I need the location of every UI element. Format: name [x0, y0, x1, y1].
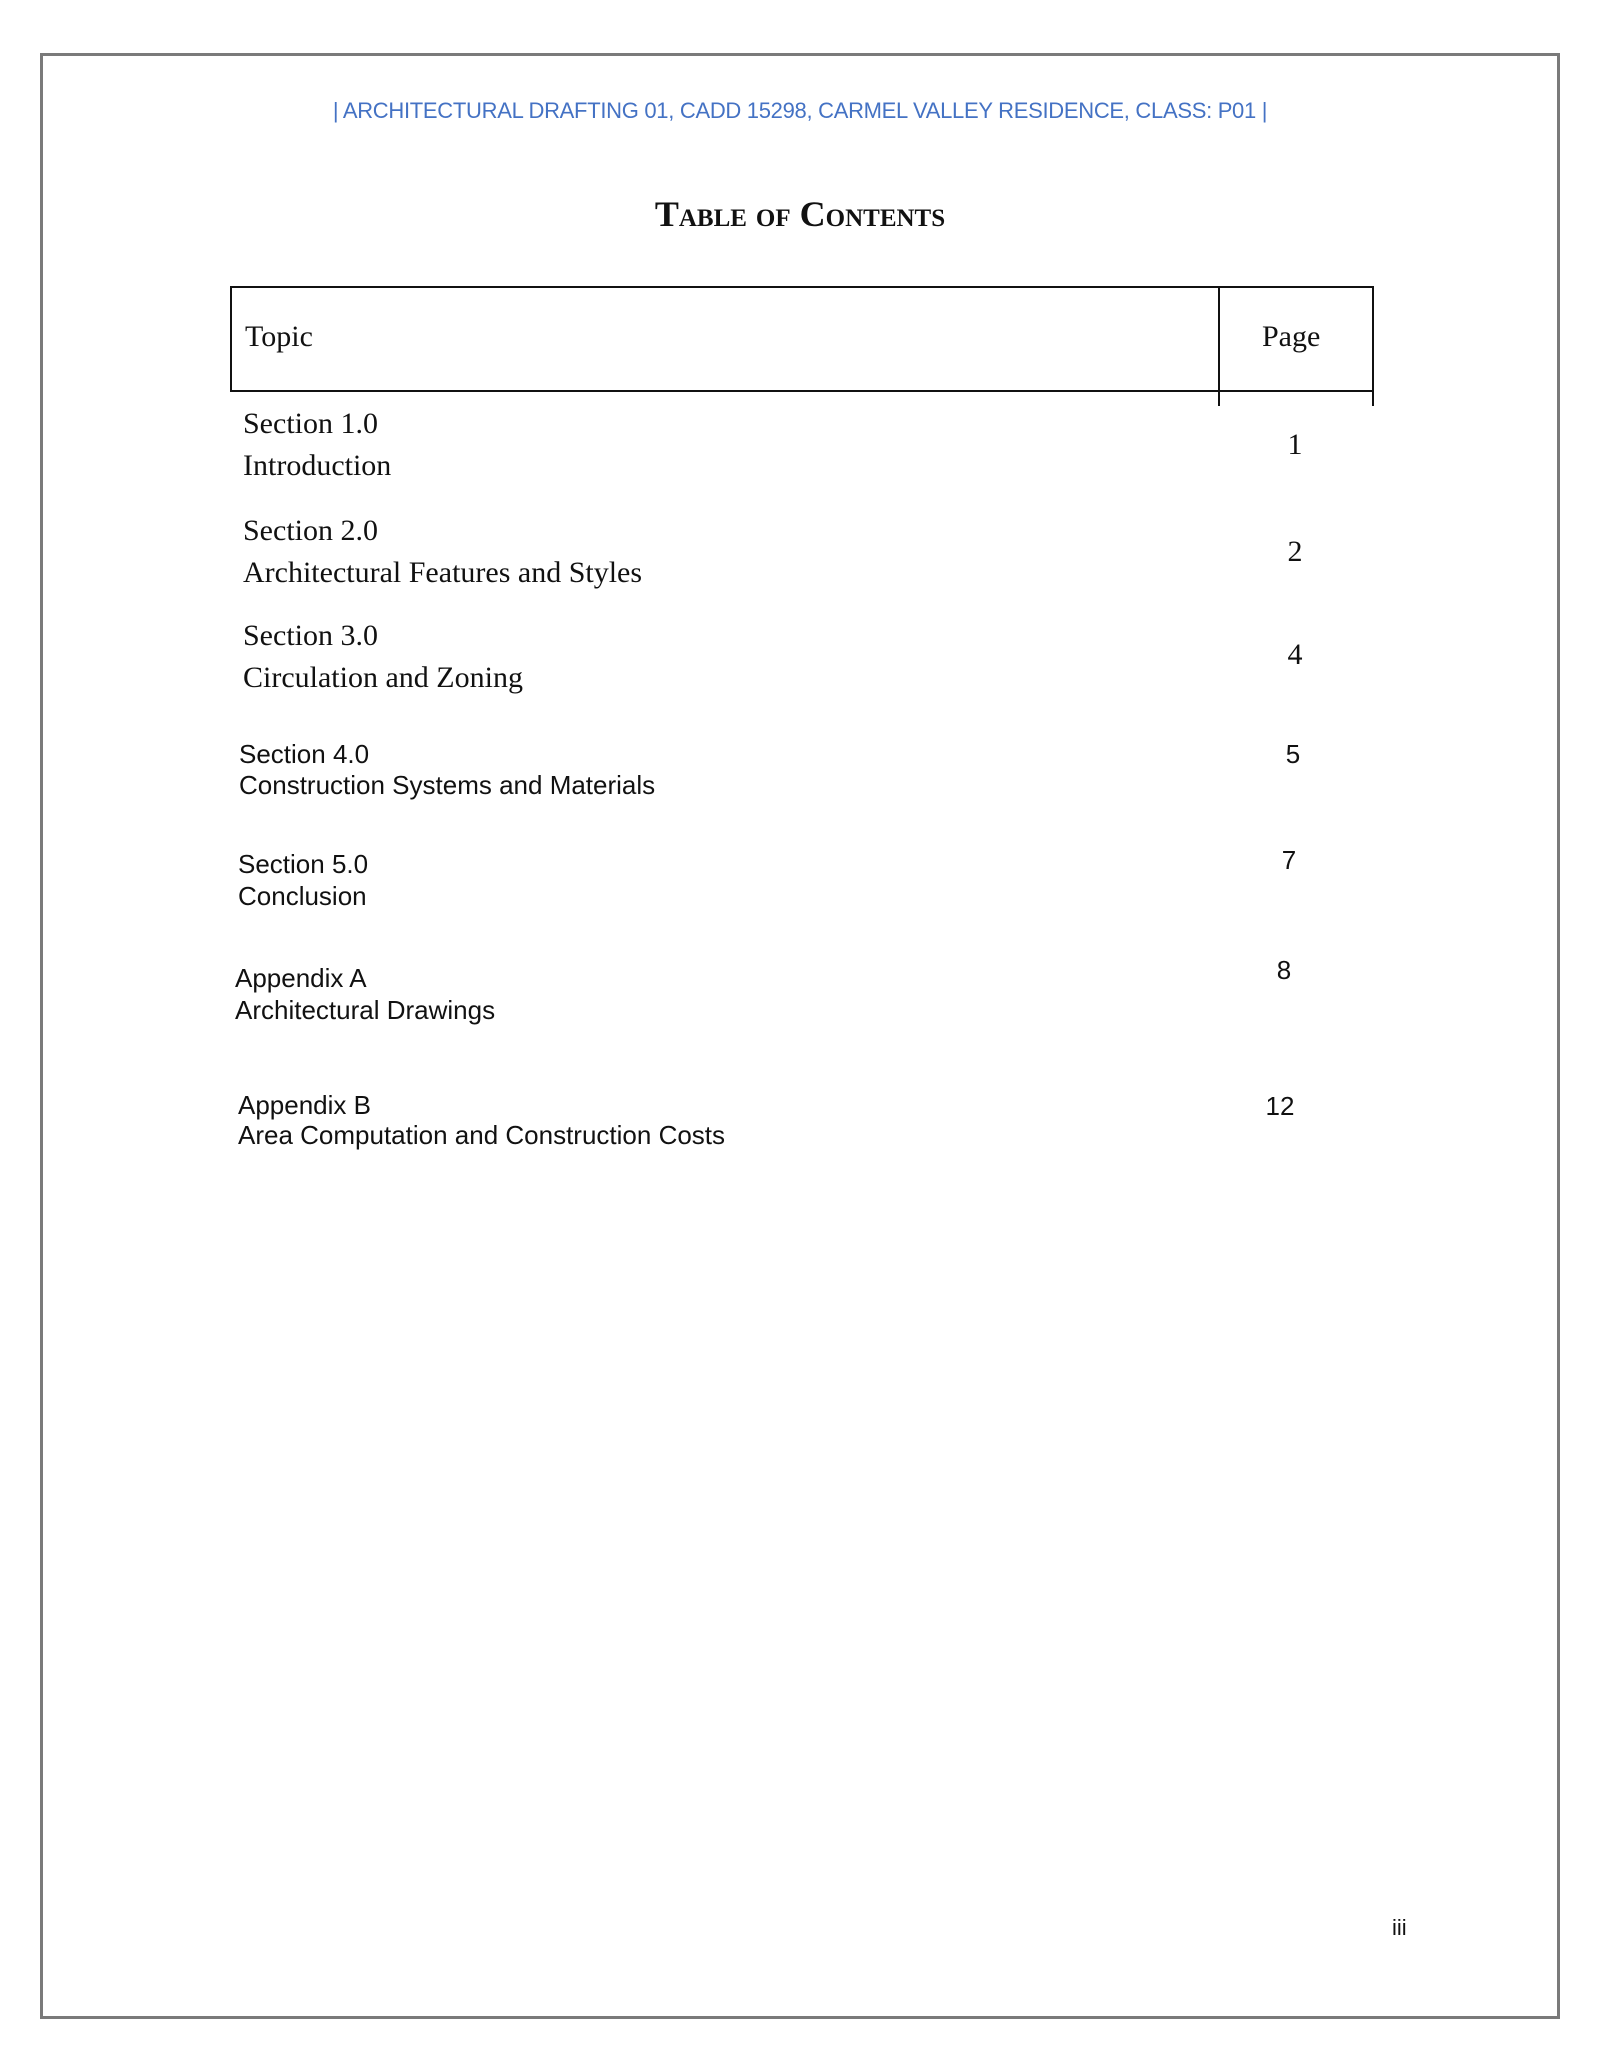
- toc-section-label: Section 2.0: [243, 514, 378, 547]
- document-header: | ARCHITECTURAL DRAFTING 01, CADD 15298, CARMEL VALLEY RESIDENCE, CLASS: P01 |: [332, 98, 1268, 123]
- toc-section-label: Section 4.0: [239, 739, 370, 769]
- toc-section-label: Appendix B: [238, 1090, 371, 1120]
- toc-entry-title[interactable]: Architectural Drawings: [235, 995, 496, 1025]
- toc-page-number: 12: [1265, 1091, 1295, 1121]
- toc-page-number: 2: [1287, 535, 1303, 568]
- toc-entry-title[interactable]: Architectural Features and Styles: [243, 556, 643, 589]
- page-number: iii: [1392, 1915, 1407, 1940]
- toc-page-number: 7: [1281, 845, 1297, 875]
- table-right-border: [1372, 286, 1374, 406]
- toc-section-label: Appendix A: [235, 963, 367, 993]
- toc-page-number: 4: [1287, 638, 1303, 671]
- toc-section-label: Section 3.0: [243, 619, 378, 652]
- table-column-divider: [1218, 286, 1220, 406]
- table-top-border: [230, 286, 1374, 288]
- toc-section-label: Section 1.0: [243, 407, 378, 440]
- column-header-topic: Topic: [245, 320, 313, 353]
- toc-page-number: 1: [1287, 428, 1303, 461]
- toc-entry-title[interactable]: Introduction: [243, 449, 392, 482]
- page-title: Table of Contents: [654, 194, 946, 234]
- toc-page-number: 5: [1285, 739, 1301, 769]
- table-left-border: [230, 286, 232, 392]
- toc-entry-title[interactable]: Circulation and Zoning: [243, 661, 523, 694]
- toc-entry-title[interactable]: Construction Systems and Materials: [239, 770, 656, 800]
- column-header-page: Page: [1262, 320, 1321, 353]
- toc-section-label: Section 5.0: [238, 849, 369, 879]
- toc-page-number: 8: [1276, 955, 1292, 985]
- table-header-border: [230, 390, 1374, 392]
- toc-entry-title[interactable]: Area Computation and Construction Costs: [238, 1120, 726, 1150]
- toc-entry-title[interactable]: Conclusion: [238, 881, 367, 911]
